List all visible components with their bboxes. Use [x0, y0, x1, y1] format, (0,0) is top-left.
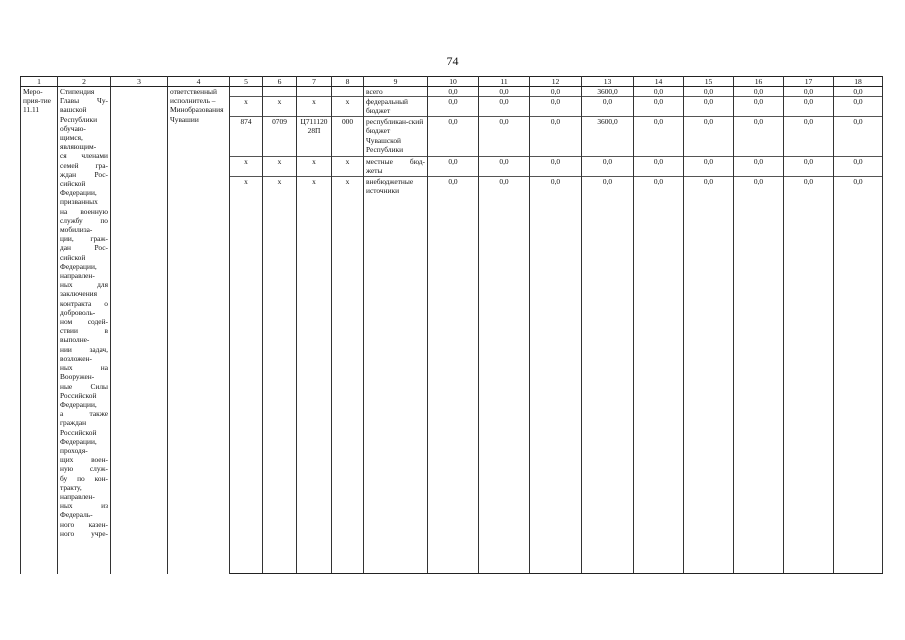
- column-header-11: 11: [479, 77, 530, 87]
- description-line: заключения: [60, 289, 98, 299]
- value-cell: 0,0: [784, 157, 834, 177]
- description-line: Вооружен-: [60, 372, 95, 382]
- funding-source-cell: республикан-ский бюджет Чувашской Республики: [364, 117, 428, 157]
- value-cell: 0,0: [428, 87, 479, 97]
- grbs-code-cell: 874: [230, 117, 263, 157]
- value-cell: 0,0: [734, 157, 784, 177]
- value-cell: 0,0: [684, 117, 734, 157]
- target-article-cell: x: [297, 97, 332, 117]
- section-code-cell: x: [263, 97, 297, 117]
- description-line: ную служ-: [60, 464, 108, 474]
- value-cell: 0,0: [634, 117, 684, 157]
- section-code-cell: [263, 87, 297, 97]
- description-line: обучаю-: [60, 123, 86, 133]
- value-cell: 0,0: [734, 117, 784, 157]
- header-row: [21, 77, 883, 87]
- value-cell: 0,0: [428, 97, 479, 117]
- target-article-cell: x: [297, 157, 332, 177]
- description-line: Российской: [60, 427, 97, 437]
- grbs-code-cell: [230, 87, 263, 97]
- funding-source-cell: местные бюд-жеты: [364, 157, 428, 177]
- section-code-cell: 0709: [263, 117, 297, 157]
- target-article-cell: Ц711120 28П: [297, 117, 332, 157]
- value-cell: 0,0: [684, 97, 734, 117]
- description-line: ных для: [60, 280, 108, 290]
- column-header-13: 13: [582, 77, 634, 87]
- description-line: щимся,: [60, 133, 83, 143]
- description-line: Главы Чу-: [60, 96, 108, 106]
- value-cell: 0,0: [530, 87, 582, 97]
- description-line: Федерации,: [60, 399, 97, 409]
- target-article-cell: x: [297, 177, 332, 574]
- grbs-code-cell: x: [230, 157, 263, 177]
- description-line: ствии в: [60, 326, 108, 336]
- funding-source-cell: внебюджетные источники: [364, 177, 428, 574]
- description-line: мобилиза-: [60, 225, 93, 235]
- description-line: сийской: [60, 252, 86, 262]
- expense-type-cell: x: [332, 157, 364, 177]
- value-cell: 0,0: [784, 97, 834, 117]
- value-cell: 0,0: [428, 117, 479, 157]
- column-3-cell: [111, 87, 168, 574]
- description-line: ся членами: [60, 151, 108, 161]
- page-number: 74: [446, 54, 459, 68]
- table-row: [21, 87, 883, 97]
- description-line: ждан Рос-: [60, 169, 108, 179]
- value-cell: 3600,0: [582, 117, 634, 157]
- description-line: являющим-: [60, 142, 97, 152]
- value-cell: 0,0: [582, 177, 634, 574]
- description-line: выполне-: [60, 335, 90, 345]
- description-line: контракта о: [60, 298, 108, 308]
- column-header-10: 10: [428, 77, 479, 87]
- value-cell: 0,0: [530, 97, 582, 117]
- column-header-9: 9: [364, 77, 428, 87]
- description-line: проходя-: [60, 445, 88, 455]
- value-cell: 0,0: [479, 117, 530, 157]
- column-header-7: 7: [297, 77, 332, 87]
- event-description-cell: [58, 87, 111, 574]
- column-header-17: 17: [784, 77, 834, 87]
- value-cell: 0,0: [834, 97, 883, 117]
- description-line: ных на: [60, 363, 108, 373]
- section-code-cell: x: [263, 177, 297, 574]
- value-cell: 0,0: [634, 157, 684, 177]
- description-line: ного казен-: [60, 519, 108, 529]
- description-line: дан Рос-: [60, 243, 108, 253]
- column-header-3: 3: [111, 77, 168, 87]
- value-cell: 0,0: [479, 87, 530, 97]
- value-cell: 0,0: [582, 97, 634, 117]
- value-cell: 0,0: [479, 177, 530, 574]
- value-cell: 3600,0: [582, 87, 634, 97]
- budget-table: [20, 76, 883, 574]
- column-header-14: 14: [634, 77, 684, 87]
- table-body: [21, 77, 883, 574]
- description-line: службу по: [60, 215, 108, 225]
- column-header-15: 15: [684, 77, 734, 87]
- value-cell: 0,0: [834, 157, 883, 177]
- description-line: доброволь-: [60, 307, 96, 317]
- description-line: направлен-: [60, 271, 95, 281]
- expense-type-cell: x: [332, 177, 364, 574]
- value-cell: 0,0: [734, 87, 784, 97]
- description-line: Федераль-: [60, 510, 93, 520]
- value-cell: 0,0: [634, 177, 684, 574]
- expense-type-cell: 000: [332, 117, 364, 157]
- target-article-cell: [297, 87, 332, 97]
- grbs-code-cell: x: [230, 97, 263, 117]
- description-line: бу по кон-: [60, 473, 108, 483]
- value-cell: 0,0: [634, 97, 684, 117]
- description-line: ного учре-: [60, 528, 108, 538]
- description-line: нии задач,: [60, 344, 108, 354]
- funding-source-cell: всего: [364, 87, 428, 97]
- value-cell: 0,0: [530, 157, 582, 177]
- description-line: возложен-: [60, 353, 92, 363]
- value-cell: 0,0: [479, 97, 530, 117]
- value-cell: 0,0: [784, 117, 834, 157]
- value-cell: 0,0: [582, 157, 634, 177]
- description-line: ных из: [60, 501, 108, 511]
- funding-source-cell: федеральный бюджет: [364, 97, 428, 117]
- description-line: тракту,: [60, 482, 82, 492]
- description-line: ные Силы: [60, 381, 108, 391]
- description-line: а также: [60, 409, 108, 419]
- column-header-5: 5: [230, 77, 263, 87]
- value-cell: 0,0: [734, 177, 784, 574]
- value-cell: 0,0: [634, 87, 684, 97]
- description-line: сийской: [60, 179, 86, 189]
- value-cell: 0,0: [834, 87, 883, 97]
- value-cell: 0,0: [684, 157, 734, 177]
- column-header-8: 8: [332, 77, 364, 87]
- value-cell: 0,0: [784, 177, 834, 574]
- description-line: ции, граж-: [60, 234, 108, 244]
- description-line: Федерации,: [60, 188, 97, 198]
- column-header-6: 6: [263, 77, 297, 87]
- value-cell: 0,0: [479, 157, 530, 177]
- value-cell: 0,0: [834, 177, 883, 574]
- description-line: щих воен-: [60, 455, 108, 465]
- expense-type-cell: x: [332, 97, 364, 117]
- expense-type-cell: [332, 87, 364, 97]
- description-line: Российской: [60, 390, 97, 400]
- value-cell: 0,0: [784, 87, 834, 97]
- value-cell: 0,0: [530, 177, 582, 574]
- description-line: Федерации,: [60, 436, 97, 446]
- value-cell: 0,0: [530, 117, 582, 157]
- description-line: Федерации,: [60, 261, 97, 271]
- description-line: на военную: [60, 206, 108, 216]
- description-line: Республики: [60, 114, 98, 124]
- section-code-cell: x: [263, 157, 297, 177]
- value-cell: 0,0: [684, 177, 734, 574]
- value-cell: 0,0: [428, 157, 479, 177]
- column-header-2: 2: [58, 77, 111, 87]
- grbs-code-cell: x: [230, 177, 263, 574]
- value-cell: 0,0: [428, 177, 479, 574]
- description-line: Стипендия: [60, 87, 95, 96]
- column-header-1: 1: [21, 77, 58, 87]
- description-line: ном содей-: [60, 317, 108, 327]
- value-cell: 0,0: [734, 97, 784, 117]
- description-line: граждан: [60, 418, 87, 428]
- description-line: направлен-: [60, 491, 95, 501]
- column-header-4: 4: [168, 77, 230, 87]
- column-header-16: 16: [734, 77, 784, 87]
- value-cell: 0,0: [834, 117, 883, 157]
- value-cell: 0,0: [684, 87, 734, 97]
- responsible-executor-cell: ответственный исполнитель – Минобразования Чувашии: [168, 87, 230, 574]
- column-header-12: 12: [530, 77, 582, 87]
- description-line: вашской: [60, 105, 87, 115]
- description-line: призванных: [60, 197, 98, 207]
- event-number-cell: Меро-прия-тие 11.11: [21, 87, 58, 574]
- description-line: семей гра-: [60, 160, 108, 170]
- column-header-18: 18: [834, 77, 883, 87]
